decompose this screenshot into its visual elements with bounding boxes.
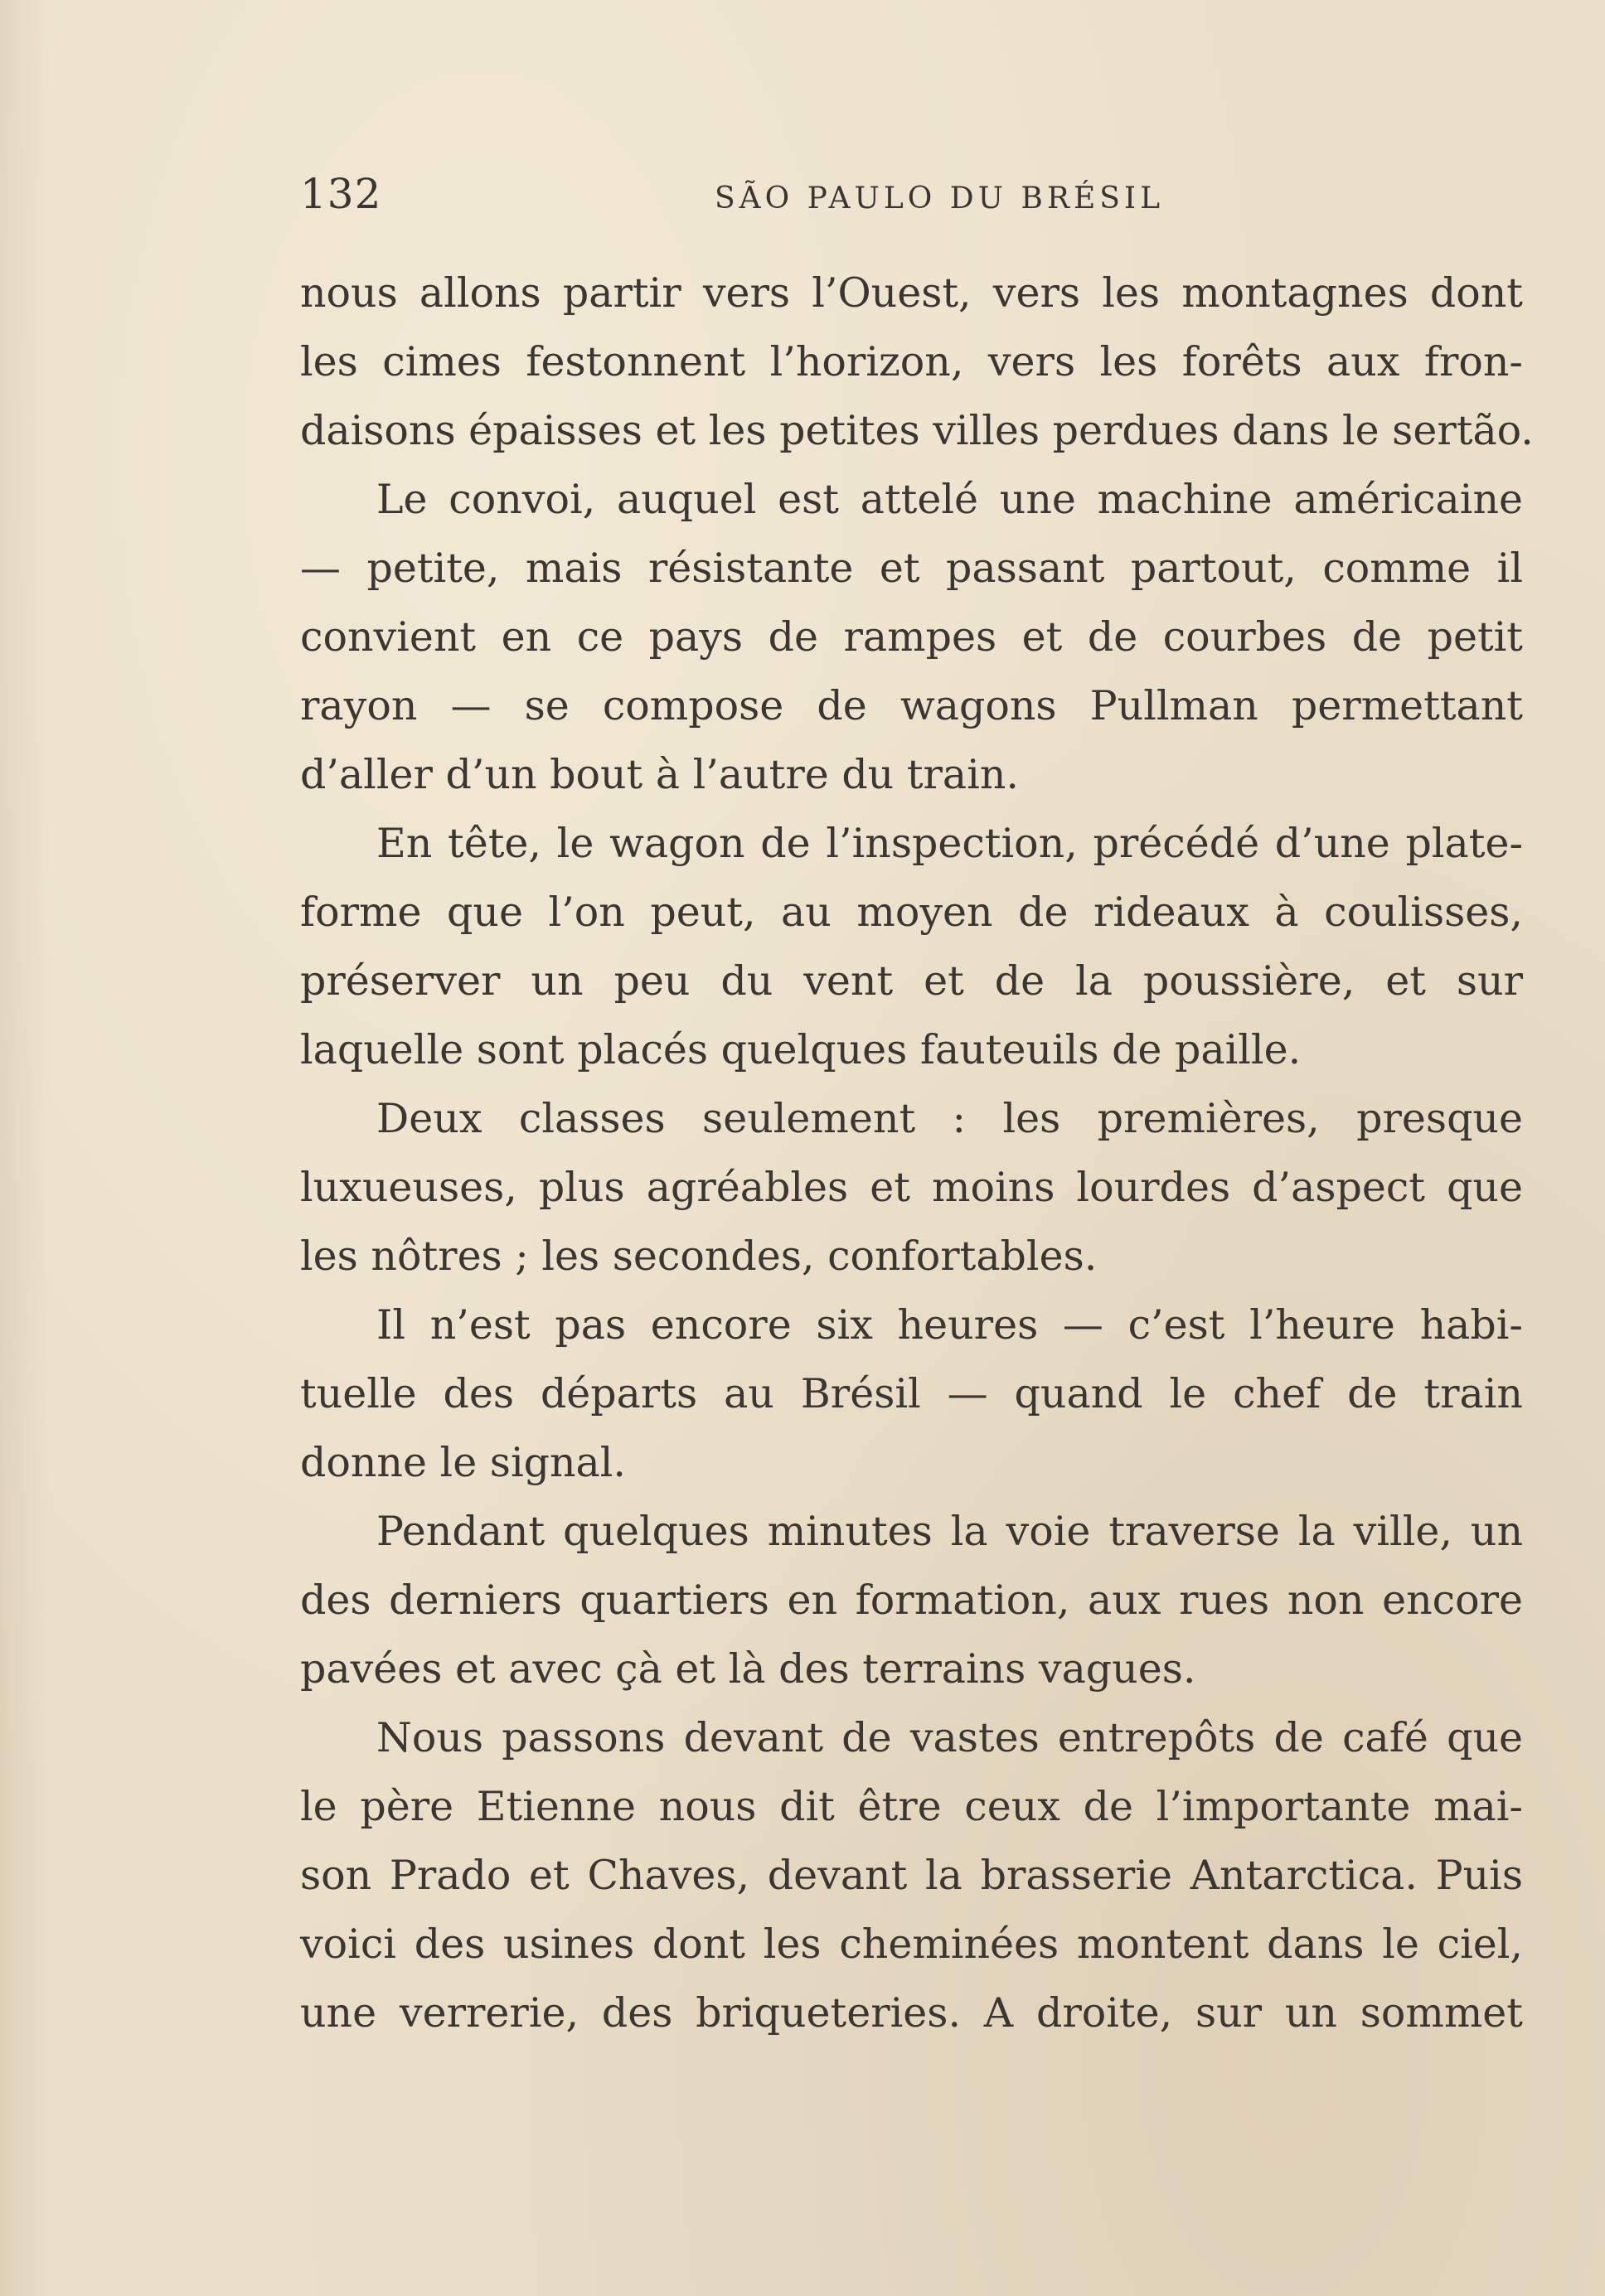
text-line: nous allons partir vers l’Ouest, vers les montagnes dont [300,269,1523,317]
text-line: pavées et avec çà et là des terrains vagues. [300,1645,1196,1693]
text-line: rayon — se compose de wagons Pullman permettant [300,682,1523,729]
text-line: Pendant quelques minutes la voie traverse la ville, un [376,1508,1523,1555]
text-line: voici des usines dont les cheminées montent dans le ciel, [300,1921,1523,1968]
text-line: En tête, le wagon de l’inspection, précédé d’une plate- [376,820,1523,867]
text-line: le père Etienne nous dit être ceux de l’importante mai- [300,1783,1523,1830]
text-line: préserver un peu du vent et de la poussière, et sur [300,957,1523,1005]
text-line: daisons épaisses et les petites villes perdues dans le sertão. [300,407,1534,454]
text-line: — petite, mais résistante et passant partout, comme il [300,545,1523,592]
text-line: Nous passons devant de vastes entrepôts de café que [376,1714,1523,1761]
text-line: les cimes festonnent l’horizon, vers les forêts aux fron- [300,338,1523,385]
text-line: donne le signal. [300,1439,627,1486]
page-header [300,170,1523,228]
text-line: forme que l’on peut, au moyen de rideaux à coulisses, [300,889,1523,936]
text-line: Il n’est pas encore six heures — c’est l’heure habi- [376,1301,1523,1349]
text-line: luxueuses, plus agréables et moins lourdes d’aspect que [300,1164,1523,1211]
running-title: SÃO PAULO DU BRÉSIL [715,182,1165,216]
text-line: Deux classes seulement : les premières, presque [376,1095,1523,1142]
text-line: son Prado et Chaves, devant la brasserie Antarctica. Puis [300,1852,1523,1899]
body-text [300,259,1534,2047]
text-line: d’aller d’un bout à l’autre du train. [300,751,1019,798]
page-number: 132 [300,170,382,218]
text-line: Le convoi, auquel est attelé une machine américaine [376,476,1523,523]
text-line: des derniers quartiers en formation, aux rues non encore [300,1577,1523,1624]
text-line: une verrerie, des briqueteries. A droite, sur un sommet [300,1989,1523,2037]
text-line: laquelle sont placés quelques fauteuils de paille. [300,1026,1302,1073]
text-line: tuelle des départs au Brésil — quand le chef de train [300,1370,1523,1417]
text-line: convient en ce pays de rampes et de courbes de petit [300,613,1523,661]
text-line: les nôtres ; les secondes, confortables. [300,1233,1098,1280]
